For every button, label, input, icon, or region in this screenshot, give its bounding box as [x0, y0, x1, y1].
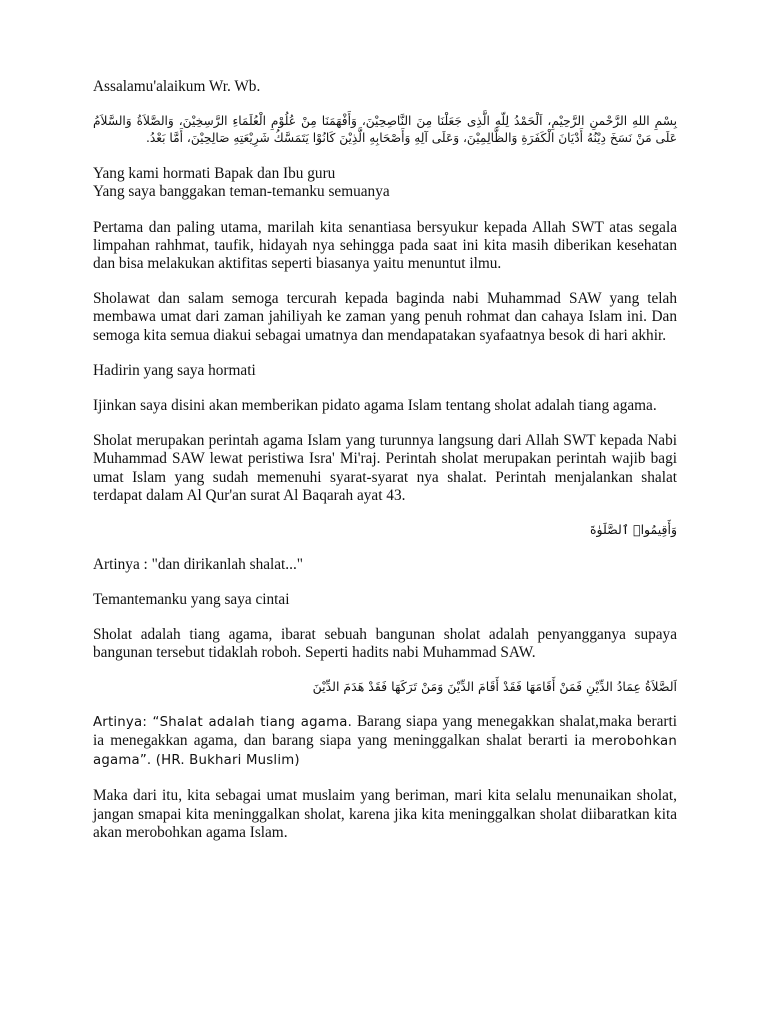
paragraph-sholawat: Sholawat dan salam semoga tercurah kepada baginda nabi Muhammad SAW yang telah membawa umat dari zaman jahiliyah ke zaman yang penuh rohmat dan cahaya Islam ini. Dan semoga kita semua diakui sebagai umatnya dan mendapatakan syafaatnya besok di hari akhir. — [93, 290, 677, 344]
salutation-teachers: Yang kami hormati Bapak dan Ibu guru — [93, 165, 336, 183]
paragraph-gratitude: Pertama dan paling utama, marilah kita senantiasa bersyukur kepada Allah SWT atas segala limpahan rahhmat, taufik, hidayah nya sehingga pada saat ini kita masih diberikan kesehatan dan bisa melakukan aktifitas seperti biasanya yaitu menuntut ilmu. — [93, 218, 677, 273]
paragraph-pillar-of-religion: Sholat adalah tiang agama, ibarat sebuah bangunan sholat adalah penyangganya supaya bangunan tersebut tidaklah roboh. Seperti hadits nabi Muhammad SAW. — [93, 625, 677, 662]
artinya-verse: Artinya : "dan dirikanlah shalat..." — [93, 555, 304, 573]
heading-hadirin: Hadirin yang saya hormati — [93, 361, 256, 379]
arabic-verse: وَأَقِيمُوا۟ ٱلصَّلَوٰةَ — [589, 522, 677, 538]
greeting: Assalamu'alaikum Wr. Wb. — [93, 78, 261, 95]
salutation-friends: Yang saya banggakan teman-temanku semuanya — [93, 183, 390, 201]
arabic-hadith: اَلصَّلاَةُ عِمَادُ الدِّيْنِ فَمَنْ أَقَامَهَا فَقَدْ أَقَامَ الدِّيْنَ وَمَنْ تَرَكَهَا فَقَدْ هَدَمَ الدِّيْنَ — [312, 679, 677, 695]
artinya-hadith — [93, 713, 677, 771]
paragraph-sholat-command: Sholat merupakan perintah agama Islam yang turunnya langsung dari Allah SWT kepada Nabi Muhammad SAW lewat peristiwa Isra' Mi'raj. Perintah sholat merupakan perintah wajib bagi umat Islam yang sudah memenuhi syarat-syarat nya shalat. Perintah menjalankan shalat terdapat dalam Al Qur'an surat Al Baqarah ayat 43. — [93, 432, 677, 504]
paragraph-closing-advice: Maka dari itu, kita sebagai umat muslaim yang beriman, mari kita selalu menunaikan sholat, jangan smapai kita meninggalkan sholat, karena jika kita meninggalkan sholat diibaratkan kita akan merobohkan agama Islam. — [93, 787, 677, 841]
artinya-hadith-prefix: Artinya: “Shalat adalah tiang agama. — [93, 714, 353, 730]
heading-temanku: Temantemanku yang saya cintai — [93, 590, 290, 608]
paragraph-intro-topic: Ijinkan saya disini akan memberikan pidato agama Islam tentang sholat adalah tiang agama. — [93, 397, 657, 415]
arabic-opening-prayer: بِسْمِ اللهِ الرَّحْمنِ الرَّحِيْمِ، اَلْحَمْدُ لِلّهِ الَّذِى جَعَلْنَا مِنَ النَّاصِحِيْنَ، وَأَفْهَمَنَا مِنْ عُلُوْمِ الْعُلَمَاءِ الرَّسِخِيْنَ، وَالصَّلاَةُ وَالسَّلاَمُ عَلَى مَنْ نَسَخَ دِيْنُهُ أَدْيَانَ الْكَفَرَةِ وَالظَّالِمِيْنَ، وَعَلَى آلِهِ وَأَصْحَابِهِ الَّذِيْنَ كَانُوْا يَتَمَسَّكُ شَرِيْعَتِهِ صَالِحِيْنَ، أَمَّا بَعْدُ. — [93, 114, 677, 145]
document-page — [93, 78, 677, 859]
artinya-hadith-middle: Barang siapa yang menegakkan shalat,maka berarti ia menegakkan agama, dan barang siapa yang meninggalkan shalat berarti ia — [93, 712, 677, 750]
artinya-hadith-suffix: merobohkan agama”. (HR. Bukhari Muslim) — [93, 734, 677, 769]
